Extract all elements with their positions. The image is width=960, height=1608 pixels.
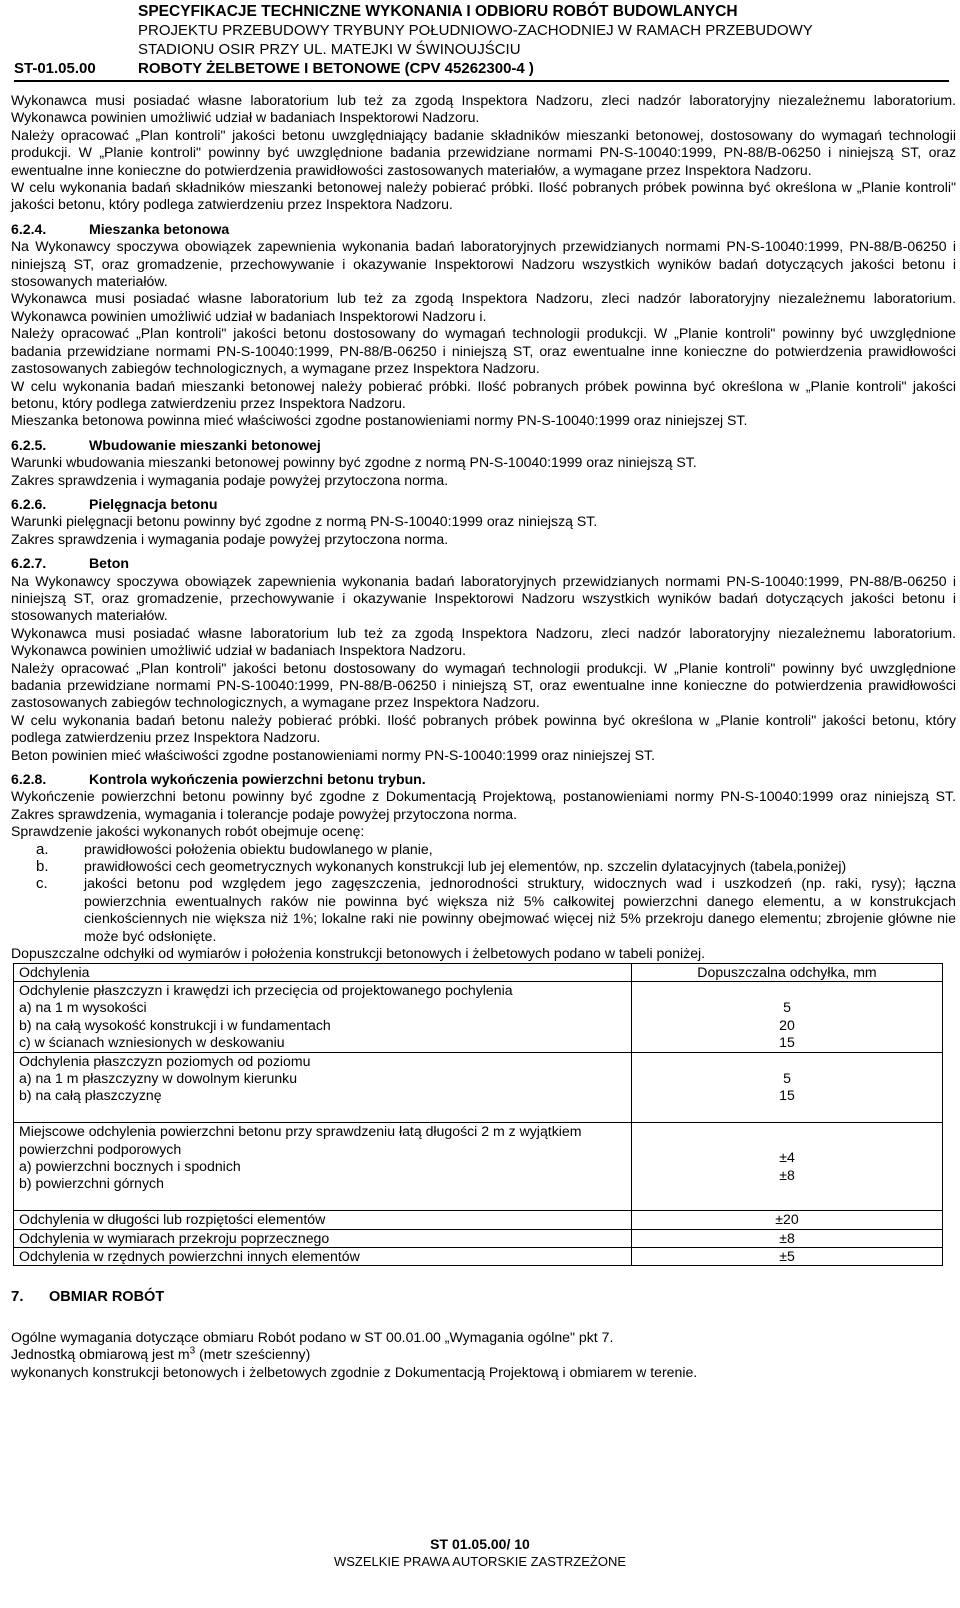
table-intro: Dopuszczalne odchyłki od wymiarów i położenia konstrukcji betonowych i żelbetowych podano w tabeli poniżej. (11, 945, 706, 962)
table-header-row (14, 963, 943, 981)
header-section-row (14, 59, 949, 78)
table-cell (14, 981, 632, 1052)
list-item (11, 841, 956, 858)
section-heading-626 (11, 496, 956, 513)
list-marker: a. (36, 840, 49, 858)
table-row (14, 1248, 943, 1266)
copyright-notice: WSZELKIE PRAWA AUTORSKIE ZASTRZEŻONE (333, 1554, 627, 1569)
paragraph: Należy opracować „Plan kontroli" jakości betonu dostosowany do wymagań technologii produkcji. W „Planie kontroli" powinny być uwzględnione badania przewidziane normami PN-S-10040:1999, PN-88/B-06250 i niniejszą ST, oraz ewentualne inne konieczne do potwierdzenia prawidłowości zastosowanych zabiegów technologicznych, a wymagane przez Inspektora Nadzoru. (11, 325, 956, 377)
table-cell (14, 1052, 632, 1123)
section-heading-628 (11, 771, 956, 788)
paragraph: Wykonawca musi posiadać własne laboratorium lub też za zgodą Inspektora Nadzoru, zleci nadzór laboratoryjny niezależnemu laboratorium. Wykonawca powinien umożliwić udział w badaniach Inspektora Nadzoru. (11, 624, 956, 659)
section-number: 6.2.5. (11, 436, 47, 453)
assessment-list (11, 841, 956, 945)
paragraph: Należy opracować „Plan kontroli" jakości betonu dostosowany do wymagań technologii produkcji. W „Planie kontroli" powinny być uwzględnione badania przewidziane normami PN-S-10040:1999, PN-88/B-06250 i niniejszą ST, oraz ewentualne inne konieczne do potwierdzenia prawidłowości zastosowanych zabiegów technologicznych, a wymagane przez Inspektora Nadzoru. (11, 659, 956, 711)
header-code: ST-01.05.00 (14, 60, 96, 77)
group-heading: Odchylenie płaszczyzn i krawędzi ich przecięcia od projektowanego pochylenia (19, 981, 513, 998)
paragraph: wykonanych konstrukcji betonowych i żelbetowych zgodnie z Dokumentacją Projektową i obmiarem w terenie. (11, 1363, 698, 1380)
intro-paragraph: Wykonawca musi posiadać własne laboratorium lub też za zgodą Inspektora Nadzoru, zleci nadzór laboratoryjny niezależnemu laboratorium. Wykonawca powinien umożliwić udział w badaniach Inspektorowi Nadzoru. (11, 92, 956, 126)
row-label: b) na całą płaszczyznę (19, 1087, 162, 1104)
section-heading-627 (11, 555, 956, 572)
list-text: prawidłowości położenia obiektu budowlanego w planie, (84, 840, 433, 857)
paragraph: Ogólne wymagania dotyczące obmiaru Robót podano w ST 00.01.00 „Wymagania ogólne" pkt 7. (11, 1328, 614, 1345)
section-number: 7. (11, 1288, 24, 1306)
table-cell: ±8 (632, 1229, 943, 1247)
unit-text: Jednostką obmiarową jest m (11, 1346, 190, 1363)
paragraph: Warunki wbudowania mieszanki betonowej powinny być zgodne z normą PN-S-10040:1999 oraz niniejszą ST. (11, 454, 697, 471)
paragraph: Mieszanka betonowa powinna mieć właściwości zgodne postanowieniami normy PN-S-10040:1999 oraz niniejszej ST. (11, 412, 748, 429)
header-location: STADIONU OSIR PRZY UL. MATEJKI W ŚWINOUJŚCIU (138, 41, 521, 58)
table-cell: ±5 (632, 1248, 943, 1266)
unit-text-rest: (metr sześcienny) (195, 1346, 311, 1363)
section-title: Beton (89, 555, 129, 572)
table-header-cell: Odchylenia (14, 963, 632, 981)
row-value: ±8 (779, 1166, 795, 1183)
section-heading-625 (11, 437, 956, 454)
section-title: Kontrola wykończenia powierzchni betonu trybun. (89, 771, 426, 788)
header-section: ROBOTY ŻELBETOWE I BETONOWE (CPV 45262300-4 ) (138, 60, 534, 77)
section-title: Pielęgnacja betonu (89, 495, 218, 512)
header-divider (14, 80, 949, 82)
table-row (14, 1123, 943, 1211)
row-value: 20 (779, 1016, 795, 1033)
group-heading: Odchylenia płaszczyzn poziomych od poziomu (19, 1052, 311, 1069)
paragraph: Warunki pielęgnacji betonu powinny być zgodne z normą PN-S-10040:1999 oraz niniejszą ST. (11, 513, 598, 530)
row-label: b) na całą wysokość konstrukcji i w fundamentach (19, 1016, 331, 1033)
table-row (14, 981, 943, 1052)
paragraph: W celu wykonania badań mieszanki betonowej należy pobierać próbki. Ilość pobranych próbek powinna być określona w „Planie kontroli" jakości betonu, który podlega zatwierdzeniu przez Inspektora Nadzoru. (11, 377, 956, 411)
header-title: SPECYFIKACJE TECHNICZNE WYKONANIA I ODBIORU ROBÓT BUDOWLANYCH (138, 3, 738, 20)
document-body (11, 92, 956, 1381)
list-text: jakości betonu pod względem jego zagęszczenia, jednorodności struktury, widocznych wad i uszkodzeń (np. raki, rysy); łączna powierzchnia ewentualnych raków nie powinna być większa niż 5% całkowitej powierzchni danego elementu, a w konstrukcjach cienkościennych nie większa niż 1%; lokalne raki nie powinny obejmować więcej niż 5% przekroju danego elementu; zbrojenie główne nie może być odsłonięte. (84, 875, 956, 944)
section-title: OBMIAR ROBÓT (49, 1289, 165, 1306)
paragraph: Wykończenie powierzchni betonu powinny być zgodne z Dokumentacją Projektową, postanowieniami normy PN-S-10040:1999 oraz niniejszą ST. Zakres sprawdzenia, wymagania i tolerancje podaje powyżej przytoczona norma. (11, 788, 956, 822)
group-heading: Miejscowe odchylenia powierzchni betonu przy sprawdzeniu łatą długości 2 m z wyjątkiem powierzchni podporowych (19, 1123, 582, 1157)
paragraph: Na Wykonawcy spoczywa obowiązek zapewnienia wykonania badań laboratoryjnych przewidzianych normami PN-S-10040:1999, PN-88/B-06250 i niniejszą ST, oraz gromadzenie, przechowywanie i okazywanie Inspektorowi Nadzoru wszystkich wyników badań dotyczących jakości betonu i stosowanych materiałów. (11, 238, 956, 290)
intro-paragraph: W celu wykonania badań składników mieszanki betonowej należy pobierać próbki. Ilość pobranych próbek powinna być określona w „Planie kontroli" jakości betonu, który podlega zatwierdzeniu przez Inspektora Nadzoru. (11, 179, 956, 213)
list-item (11, 875, 956, 945)
row-label: a) na 1 m płaszczyzny w dowolnym kierunku (19, 1069, 298, 1086)
section-heading-624 (11, 221, 956, 238)
table-cell (632, 1052, 943, 1123)
row-label: a) powierzchni bocznych i spodnich (19, 1157, 241, 1174)
section-title: Mieszanka betonowa (89, 220, 230, 237)
page-number: ST 01.05.00/ 10 (430, 1536, 530, 1552)
table-cell: ±20 (632, 1211, 943, 1229)
paragraph: W celu wykonania badań betonu należy pobierać próbki. Ilość pobranych próbek powinna być określona w „Planie kontroli" jakości betonu, który podlega zatwierdzeniu przez Inspektora Nadzoru. (11, 711, 956, 746)
row-label: c) w ścianach wzniesionych w deskowaniu (19, 1034, 285, 1051)
unit-exponent: 3 (189, 1345, 196, 1357)
paragraph: Sprawdzenie jakości wykonanych robót obejmuje ocenę: (11, 823, 365, 840)
row-label: a) na 1 m wysokości (19, 999, 147, 1016)
table-cell (632, 1123, 943, 1211)
paragraph: Beton powinien mieć właściwości zgodne postanowieniami normy PN-S-10040:1999 oraz niniejszej ST. (11, 746, 655, 763)
table-cell: Odchylenia w rzędnych powierzchni innych elementów (14, 1248, 632, 1266)
list-text: prawidłowości cech geometrycznych wykonanych konstrukcji lub jej elementów, np. szczelin dylatacyjnych (tabela,poniżej) (84, 858, 847, 875)
section-number: 6.2.8. (11, 771, 47, 788)
document-header (14, 2, 949, 78)
table-row (14, 1229, 943, 1247)
table-cell (14, 1123, 632, 1211)
list-item (11, 858, 956, 875)
section-heading-7 (11, 1288, 956, 1306)
table-header-cell: Dopuszczalna odchyłka, mm (632, 963, 943, 981)
section-number: 6.2.4. (11, 220, 47, 237)
table-cell (632, 981, 943, 1052)
row-value: 5 (783, 999, 791, 1016)
table-cell: Odchylenia w wymiarach przekroju poprzecznego (14, 1229, 632, 1247)
paragraph: Zakres sprawdzenia i wymagania podaje powyżej przytoczona norma. (11, 530, 449, 547)
row-label: b) powierzchni górnych (19, 1175, 164, 1192)
table-cell: Odchylenia w długości lub rozpiętości elementów (14, 1211, 632, 1229)
paragraph (11, 1346, 956, 1363)
list-marker: c. (36, 875, 48, 893)
section-number: 6.2.6. (11, 495, 47, 512)
table-row (14, 1211, 943, 1229)
header-project: PROJEKTU PRZEBUDOWY TRYBUNY POŁUDNIOWO-ZACHODNIEJ W RAMACH PRZEBUDOWY (138, 22, 813, 39)
row-value: 5 (783, 1069, 791, 1086)
section-number: 6.2.7. (11, 555, 47, 572)
row-value: 15 (779, 1087, 795, 1104)
section-title: Wbudowanie mieszanki betonowej (89, 436, 321, 453)
row-value: 15 (779, 1034, 795, 1051)
paragraph: Wykonawca musi posiadać własne laboratorium lub też za zgodą Inspektora Nadzoru, zleci nadzór laboratoryjny niezależnemu laboratorium. Wykonawca powinien umożliwić udział w badaniach Inspektorowi Nadzoru i. (11, 290, 956, 324)
row-value: ±4 (779, 1149, 795, 1166)
tolerance-table (13, 963, 943, 1267)
paragraph: Zakres sprawdzenia i wymagania podaje powyżej przytoczona norma. (11, 471, 449, 488)
paragraph: Na Wykonawcy spoczywa obowiązek zapewnienia wykonania badań laboratoryjnych przewidzianych normami PN-S-10040:1999, PN-88/B-06250 i niniejszą ST, oraz gromadzenie, przechowywanie i okazywanie Inspektorowi Nadzoru wszystkich wyników badań dotyczących jakości betonu i stosowanych materiałów. (11, 572, 956, 624)
table-row (14, 1052, 943, 1123)
list-marker: b. (36, 858, 49, 876)
intro-paragraph: Należy opracować „Plan kontroli" jakości betonu uwzględniający badanie składników mieszanki betonowej, dostosowany do wymagań technologii produkcji. W „Planie kontroli" powinny być uwzględnione badania przewidziane normami PN-S-10040:1999, PN-88/B-06250 i niniejszą ST, oraz ewentualne inne konieczne do potwierdzenia prawidłowości zastosowanych materiałów, a wymagane przez Inspektora Nadzoru. (11, 126, 956, 178)
